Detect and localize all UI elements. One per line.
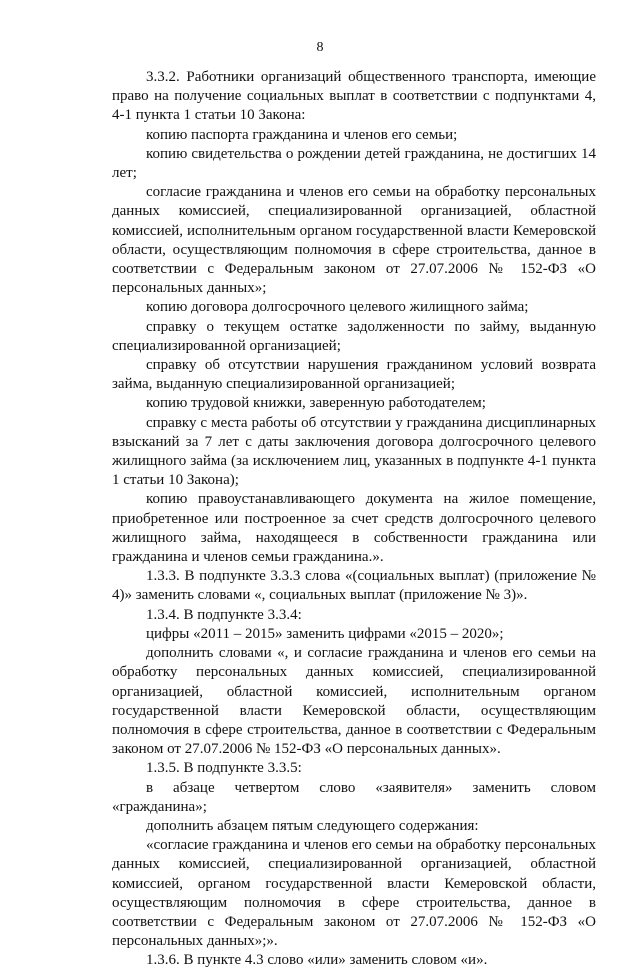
paragraph-consent: согласие гражданина и членов его семьи на обработку персональных данных комиссией, специализированной организацией, областной комиссией, исполнительным органом государственной власти Кемеровской области, осуществляющим полномочия в сфере строительства, данное в соответствии с Федеральным законом от 27.07.2006 № 152-ФЗ «О персональных данных»; <box>112 184 596 297</box>
paragraph-passport-copy: копию паспорта гражданина и членов его семьи; <box>146 126 458 143</box>
paragraph-1-3-5: 1.3.5. В подпункте 3.3.5: <box>146 760 302 777</box>
paragraph-supplement-words: дополнить словами «, и согласие гражданина и членов его семьи на обработку персональных данных комиссией, специализированной организацией, областной комиссией, исполнительным органом государственной власти Кемеровской области, осуществляющим полномочия в сфере строительства, данное в соответствии с Федеральным законом от 27.07.2006 № 152-ФЗ «О персональных данных». <box>112 645 596 758</box>
paragraph-consent-quote: «согласие гражданина и членов его семьи на обработку персональных данных комиссией, специализированной организацией, областной комиссией, органом государственной власти Кемеровской области, осуществляющим полномочия в сфере строительства, данное в соответствии с Федеральным законом от 27.07.2006 № 152-ФЗ «О персональных данных»;». <box>112 837 596 950</box>
page-number: 8 <box>316 40 324 55</box>
paragraph-debt-balance: справку о текущем остатке задолженности по займу, выданную специализированной организацией; <box>112 318 596 354</box>
paragraph-no-violation: справку об отсутствии нарушения гражданином условий возврата займа, выданную специализированной организацией; <box>112 357 596 393</box>
paragraph-birth-certificate: копию свидетельства о рождении детей гражданина, не достигших 14 лет; <box>112 145 596 182</box>
paragraph-title-document: копию правоустанавливающего документа на жилое помещение, приобретенное или построенное за счет средств долгосрочного целевого жилищного займа, находящееся в собственности гражданина или гражданина и членов семьи гражданина.». <box>112 491 596 566</box>
paragraph-loan-agreement: копию договора долгосрочного целевого жилищного займа; <box>146 299 529 316</box>
paragraph-1-3-6: 1.3.6. В пункте 4.3 слово «или» заменить словом «и». <box>146 952 488 969</box>
paragraph-fifth-indent: дополнить абзацем пятым следующего содержания: <box>146 817 479 834</box>
paragraph-1-3-4: 1.3.4. В подпункте 3.3.4: <box>146 606 302 623</box>
paragraph-digits: цифры «2011 – 2015» заменить цифрами «2015 – 2020»; <box>146 625 504 642</box>
paragraph-fourth-indent: в абзаце четвертом слово «заявителя» заменить словом «гражданина»; <box>112 779 596 815</box>
paragraph-1-3-3: 1.3.3. В подпункте 3.3.3 слова «(социальных выплат) (приложение № 4)» заменить словами «, социальных выплат (приложение № 3)». <box>112 568 596 604</box>
paragraph-no-disciplinary: справку с места работы об отсутствии у гражданина дисциплинарных взысканий за 7 лет с даты заключения договора долгосрочного целевого жилищного займа (за исключением лиц, указанных в подпункте 4-1 пункта 1 статьи 10 Закона); <box>112 414 596 489</box>
paragraph-3-3-2: 3.3.2. Работники организаций общественного транспорта, имеющие право на получение социальных выплат в соответствии с подпунктами 4, 4-1 пункта 1 статьи 10 Закона: <box>112 69 596 124</box>
paragraph-work-book: копию трудовой книжки, заверенную работодателем; <box>146 395 486 412</box>
document-body <box>112 68 596 971</box>
